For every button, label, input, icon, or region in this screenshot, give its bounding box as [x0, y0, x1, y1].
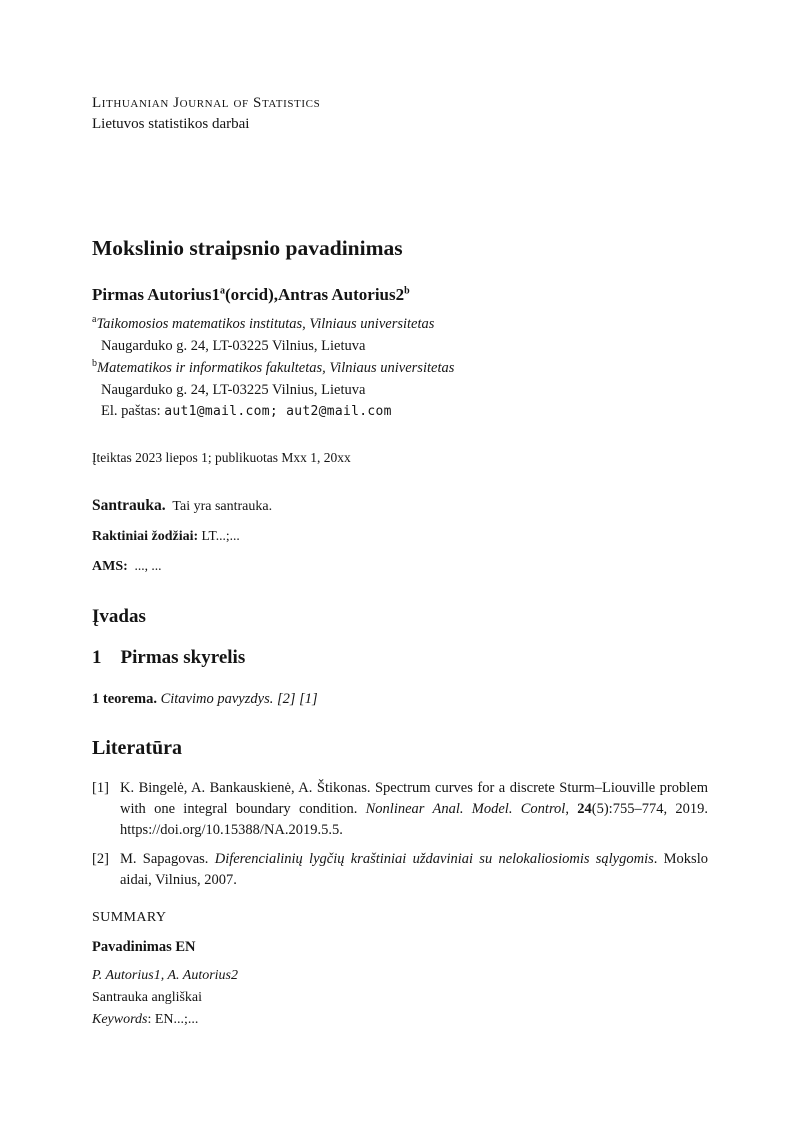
reference-item-2	[92, 849, 708, 891]
authors-line	[92, 283, 708, 306]
abstract-block	[92, 496, 708, 516]
email-label: El. paštas:	[101, 403, 161, 419]
reference-2-author: M. Sapagovas.	[120, 851, 215, 867]
theorem-text: Citavimo pavyzdys. [2] [1]	[160, 691, 318, 707]
abstract-label: Santrauka.	[92, 497, 166, 514]
reference-1-journal: Nonlinear Anal. Model. Control	[365, 801, 566, 817]
ams-line	[92, 556, 708, 576]
affiliation-b-marker: b	[92, 358, 97, 370]
affiliation-b-address: Naugarduko g. 24, LT-03225 Vilnius, Lietuva	[101, 382, 366, 398]
submission-history: Įteiktas 2023 liepos 1; publikuotas Mxx 1, 20xx	[92, 450, 351, 465]
title-en: Pavadinimas EN	[92, 939, 196, 955]
reference-1-text: K. Bingelė, A. Bankauskienė, A. Štikonas. Spectrum curves for a discrete Sturm–Liouville problem with one integral boundary condition.	[120, 780, 708, 817]
keywords-en-label: Keywords	[92, 1012, 148, 1027]
authors-en: P. Autorius1, A. Autorius2	[92, 968, 238, 983]
keywords-en-text: : EN...;...	[147, 1012, 199, 1027]
author1-affiliation-marker: a	[219, 285, 225, 297]
reference-1-pages: (5):755–774, 2019.	[591, 801, 708, 817]
reference-2-marker: [2]	[92, 851, 109, 867]
abstract-en: Santrauka angliškai	[92, 990, 203, 1005]
keywords-lt-line	[92, 526, 708, 546]
article-title: Mokslinio straipsnio pavadinimas	[92, 236, 403, 260]
summary-heading: SUMMARY	[92, 910, 167, 925]
author1-name: Pirmas Autorius1	[92, 285, 220, 304]
reference-1-volume: 24	[577, 801, 592, 817]
journal-header	[92, 93, 708, 135]
reference-list	[92, 778, 708, 891]
theorem-label: 1 teorema.	[92, 691, 157, 707]
theorem-line	[92, 690, 708, 709]
reference-1-marker: [1]	[92, 780, 109, 796]
journal-name-lt: Lietuvos statistikos darbai	[92, 116, 250, 132]
journal-name-en: Lithuanian Journal of Statistics	[92, 95, 321, 111]
affiliation-a-marker: a	[92, 314, 97, 326]
section-title: Pirmas skyrelis	[120, 647, 246, 668]
author2-name: Antras Autorius2	[278, 285, 405, 304]
reference-item-1: [1] K. Bingelė, A. Bankauskienė, A. Štikonas. Spectrum curves for a discrete Sturm–Liouville problem with one integral boundary condition. Nonlinear Anal. Model. Control, 24(5):755–774, 2019. https://doi.org/10.15388/NA.2019.5.5.	[92, 780, 708, 838]
affiliation-b-name: $^b$Matematikos ir informatikos fakultetas, Vilniaus universitetas	[92, 358, 455, 376]
orcid-note: (orcid),	[224, 285, 279, 304]
author2-affiliation-marker: b	[404, 285, 410, 297]
abstract-text: Tai yra santrauka.	[172, 499, 273, 514]
intro-heading: Įvadas	[92, 606, 146, 627]
email-addresses[interactable]: aut1@mail.com; aut2@mail.com	[164, 404, 392, 419]
email-line	[92, 401, 708, 422]
ams-text: ..., ...	[134, 558, 162, 573]
page-content	[92, 0, 708, 1031]
ams-label: AMS:	[92, 559, 128, 574]
reference-2-publisher: . Mokslo aidai, Vilnius, 2007.	[120, 851, 708, 888]
keywords-lt-text: LT...;...	[201, 528, 240, 543]
reference-2-book-title: Diferencialinių lygčių kraštiniai uždaviniai su nelokaliosiomis sąlygomis	[214, 851, 654, 867]
section-1-heading	[92, 645, 708, 671]
affiliations-block	[92, 313, 708, 422]
references-heading: Literatūra	[92, 737, 182, 759]
doi-link[interactable]: https://doi.org/10.15388/NA.2019.5.5	[120, 822, 340, 838]
affiliation-a-name: $^a$Taikomosios matematikos institutas, Vilniaus universitetas	[92, 314, 435, 332]
keywords-lt-label: Raktiniai žodžiai:	[92, 529, 199, 544]
keywords-en-line	[92, 1009, 708, 1031]
affiliation-a-address: Naugarduko g. 24, LT-03225 Vilnius, Lietuva	[101, 338, 366, 354]
section-number: 1	[92, 647, 102, 668]
